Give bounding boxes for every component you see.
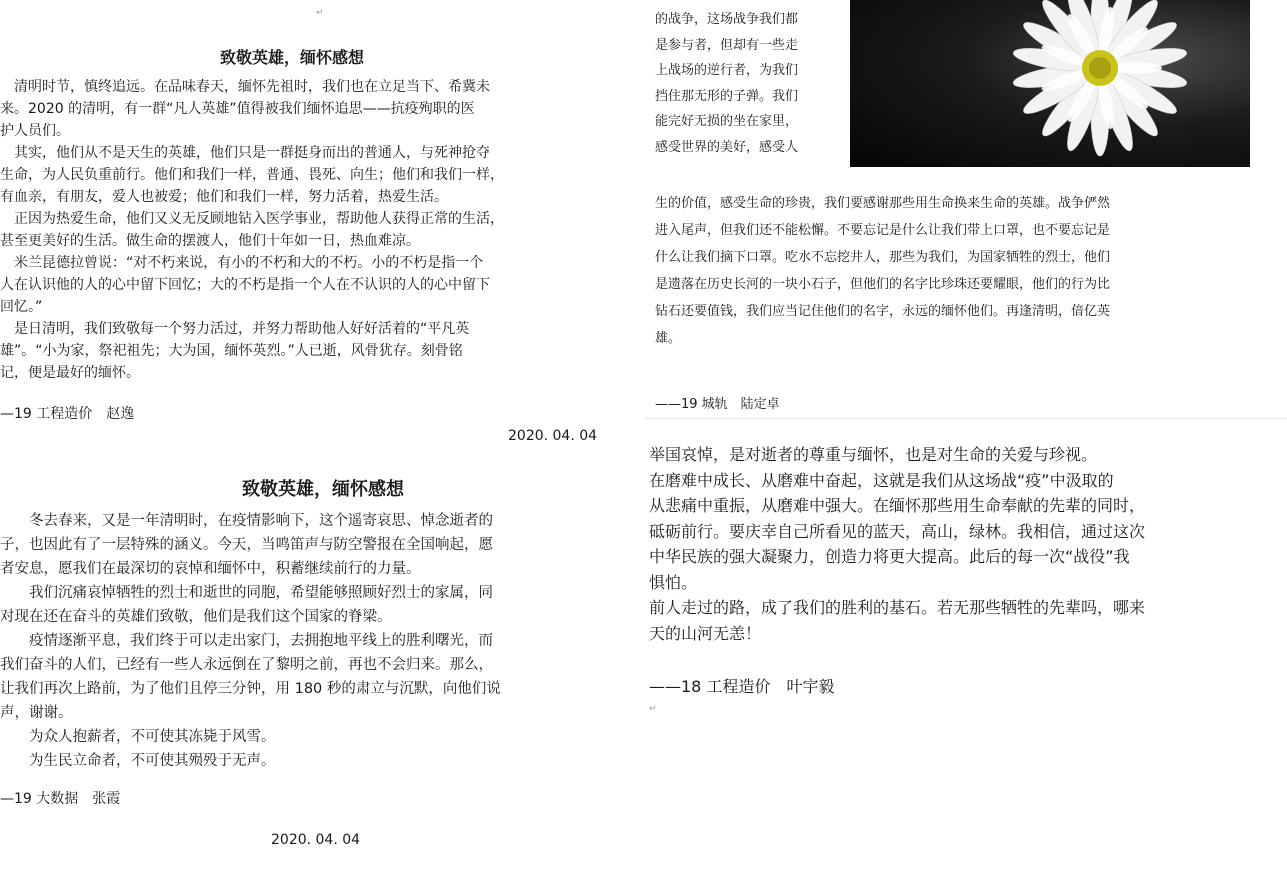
text-line: 感受世界的美好，感受人 xyxy=(655,139,799,155)
text-line: 雄。 xyxy=(655,331,682,346)
text-line: 让我们再次上路前，为了他们且停三分钟，用 180 秒的肃立与沉默，向他们说 xyxy=(0,681,501,697)
text-line: 回忆。” xyxy=(0,299,43,315)
text-line: 为生民立命者，不可使其殒殁于无声。 xyxy=(0,753,276,769)
text-line: 疫情逐渐平息，我们终于可以走出家门，去拥抱地平线上的胜利曙光，而 xyxy=(0,633,493,649)
paragraph-mark: ↵ xyxy=(649,704,657,714)
text-line: 是参与者，但却有一些走 xyxy=(655,37,799,53)
text-line: 上战场的逆行者，为我们 xyxy=(655,63,799,78)
text-line: 钻石还要值钱，我们应当记住他们的名字，永远的缅怀他们。再逢清明，偣亿英 xyxy=(655,304,1111,319)
text-line: 其实，他们从不是天生的英雄，他们只是一群挺身而出的普通人，与死神抢夺 xyxy=(0,145,490,161)
essay-author: ——19 城轨 陆定卓 xyxy=(655,397,780,412)
text-line: 护人员们。 xyxy=(0,123,70,139)
text-line: 能完好无损的坐在家里， xyxy=(655,114,799,129)
text-line: 什么让我们摘下口罩。吃水不忘挖井人，那些为我们，为国家牺牲的烈士，他们 xyxy=(655,250,1111,265)
text-line: 的战争，这场战争我们都 xyxy=(655,12,799,27)
text-line: 冬去春来，又是一年清明时，在疫情影响下，这个遥寄哀思、悼念逝者的 xyxy=(0,513,493,529)
divider xyxy=(645,418,1287,419)
text-line: 为众人抱薪者，不可使其冻毙于风雪。 xyxy=(0,729,276,745)
text-line: 我们沉痛哀悼牺牲的烈士和逝世的同胞，希望能够照顾好烈士的家属，同 xyxy=(0,585,493,601)
essay-ye-yuyi xyxy=(645,420,1287,886)
text-line: 天的山河无恙！ xyxy=(649,623,762,643)
daisy-photo xyxy=(850,0,1250,167)
daisy-flower-icon xyxy=(850,0,1250,167)
text-line: 甚至更美好的生活。做生命的摆渡人，他们十年如一日，热血难凉。 xyxy=(0,233,420,249)
text-line: 来。2020 的清明，有一群“凡人英雄”值得被我们缅怀追思——抗疫殉职的医 xyxy=(0,101,475,117)
text-line: 雄”。“小为家，祭祀祖先；大为国，缅怀英烈。”人已逝，风骨犹存。刻骨铭 xyxy=(0,343,463,359)
text-line: 生命，为人民负重前行。他们和我们一样，普通、畏死、向生；他们和我们一样， xyxy=(0,167,504,183)
text-line: 子，也因此有了一层特殊的涵义。今天，当鸣笛声与防空警报在全国响起，愿 xyxy=(0,537,493,553)
essay-author: ——18 工程造价 叶宇毅 xyxy=(649,677,835,696)
text-line: 清明时节，慎终追远。在品味春天，缅怀先祖时，我们也在立足当下、希冀未 xyxy=(0,79,490,95)
text-line: 是遗落在历史长河的一块小石子，但他们的名字比珍珠还要耀眼，他们的行为比 xyxy=(655,277,1111,292)
text-line: 进入尾声，但我们还不能松懈。不要忘记是什么让我们带上口罩，也不要忘记是 xyxy=(655,223,1111,238)
text-line: 我们奋斗的人们，已经有一些人永远倒在了黎明之前，再也不会归来。那么， xyxy=(0,657,493,673)
text-line: 对现在还在奋斗的英雄们致敬，他们是我们这个国家的脊梁。 xyxy=(0,609,392,625)
text-line: 举国哀悼，是对逝者的尊重与缅怀，也是对生命的关爱与珍视。 xyxy=(649,445,1098,464)
text-line: 在磨难中成长、从磨难中奋起，这就是我们从这场战“疫”中汲取的 xyxy=(649,470,1114,490)
essay-author: —19 大数据 张霞 xyxy=(0,791,121,807)
text-line: 有血亲，有朋友，爱人也被爱；他们和我们一样，努力活着，热爱生活。 xyxy=(0,189,448,205)
essay-lu-dingzhuo xyxy=(645,0,1287,420)
text-line: 声，谢谢。 xyxy=(0,705,73,721)
essay-zhang-xia xyxy=(0,455,645,886)
essay-title: 致敬英雄，缅怀感想 xyxy=(220,48,365,67)
text-line: 米兰昆德拉曾说：“对不朽来说，有小的不朽和大的不朽。小的不朽是指一个 xyxy=(0,255,484,271)
text-line: 记，便是最好的缅怀。 xyxy=(0,365,140,381)
essay-zhao-yi xyxy=(0,0,645,455)
text-line: 砥砺前行。要庆幸自己所看见的蓝天，高山，绿林。我相信，通过这次 xyxy=(649,521,1146,541)
essay-author: —19 工程造价 赵逸 xyxy=(0,406,135,422)
text-line: 正因为热爱生命，他们又义无反顾地钻入医学事业，帮助他人获得正常的生活， xyxy=(0,211,504,227)
text-line: 中华民族的强大凝聚力，创造力将更大提高。此后的每一次“战役”我 xyxy=(649,547,1130,566)
text-line: 惧怕。 xyxy=(649,572,698,592)
paragraph-mark: ↵ xyxy=(316,8,324,18)
text-line: 是日清明，我们致敬每一个努力活过，并努力帮助他人好好活着的“平凡英 xyxy=(0,321,470,337)
text-line: 前人走过的路，成了我们的胜利的基石。若无那些牺牲的先辈吗，哪来 xyxy=(649,598,1146,617)
text-line: 从悲痛中重振，从磨难中强大。在缅怀那些用生命奉献的先辈的同时， xyxy=(649,496,1146,515)
text-line: 挡住那无形的子弹。我们 xyxy=(655,88,799,104)
text-line: 生的价值，感受生命的珍贵，我们要感谢那些用生命换来生命的英雄。战争俨然 xyxy=(655,196,1111,211)
essay-date: 2020. 04. 04 xyxy=(271,832,361,848)
text-line: 者安息，愿我们在最深切的哀悼和缅怀中，积蓄继续前行的力量。 xyxy=(0,561,421,577)
text-line: 人在认识他的人的心中留下回忆；大的不朽是指一个人在不认识的人的心中留下 xyxy=(0,277,490,293)
essay-title: 致敬英雄，缅怀感想 xyxy=(242,479,404,500)
essay-date: 2020. 04. 04 xyxy=(508,428,598,444)
